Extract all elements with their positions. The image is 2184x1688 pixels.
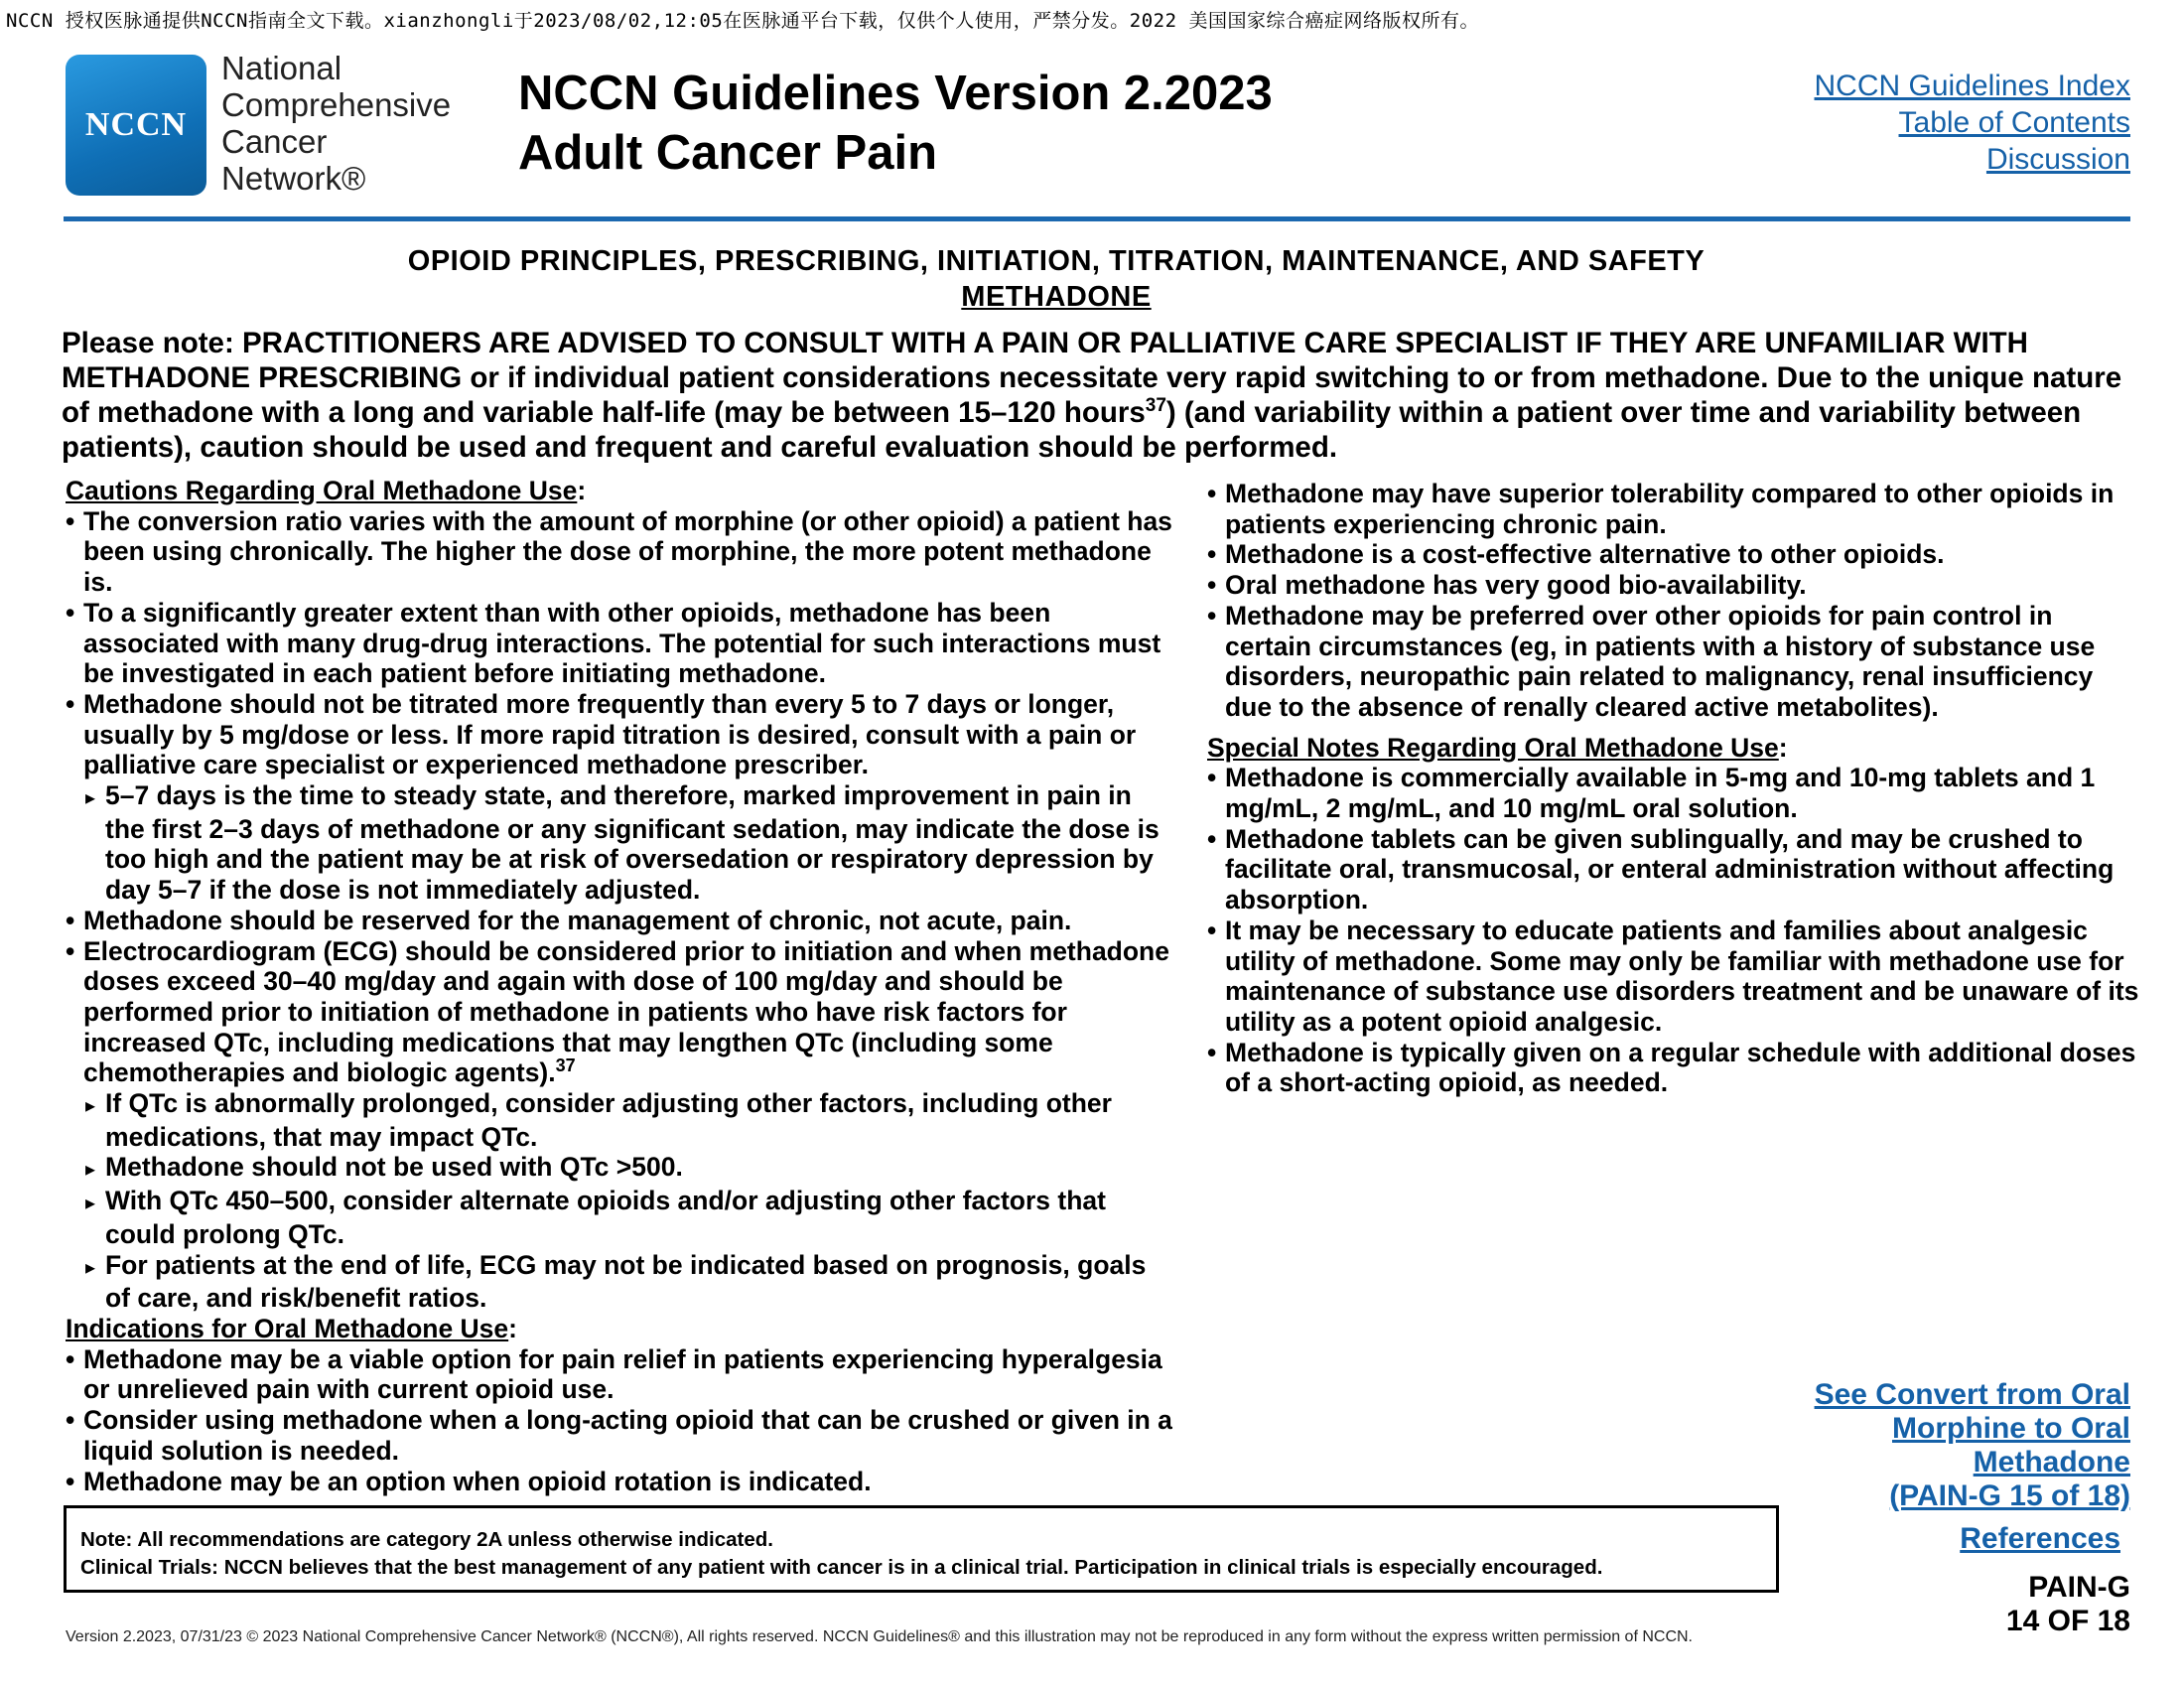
page-number: 14 OF 18 <box>2005 1605 2130 1637</box>
list-item: • It may be necessary to educate patients and families about analgesic utility of methadone. Some may only be familiar with methadone use for maintenance of substance use disorders treatment and be unaware of its utility as a potent opioid analgesic. <box>1207 914 2139 1037</box>
list-item: • Methadone may be an option when opioid rotation is indicated. <box>66 1466 872 1496</box>
indications-heading-wrap: Indications for Oral Methadone Use: <box>66 1313 517 1343</box>
triangle-bullet-icon: ▸ <box>85 1256 96 1279</box>
org-line-1: National <box>221 50 342 86</box>
guideline-topic-title: Adult Cancer Pain <box>518 126 938 180</box>
sub-list-item: ▸ 5–7 days is the time to steady state, and therefore, marked improvement in pain in the first 2–3 days of methadone or any significant sedation, may indicate the dose is too high and the patient may be at risk of oversedation or respiratory depression by day 5–7 if the dose is not immediately adjusted. <box>85 780 1160 906</box>
sub-list-item: ▸ If QTc is abnormally prolonged, consider adjusting other factors, including other medications, that may impact QTc. <box>85 1088 1112 1152</box>
special-notes-heading-wrap: Special Notes Regarding Oral Methadone Use: <box>1207 732 1788 763</box>
list-item: • Oral methadone has very good bio-availability. <box>1207 570 1807 601</box>
convert-methadone-link[interactable]: See Convert from Oral Morphine to Oral Methadone (PAIN-G 15 of 18) <box>1814 1378 2130 1512</box>
watermark-text: NCCN 授权医脉通提供NCCN指南全文下载。xianzhongli于2023/08/02,12:05在医脉通平台下载，仅供个人使用，严禁分发。2022 美国国家综合癌症网络版权所有。 <box>6 10 1480 32</box>
list-item: • Methadone is commercially available in 5-mg and 10-mg tablets and 1 mg/mL, 2 mg/mL, and 10 mg/mL oral solution. <box>1207 763 2096 824</box>
list-item: • Methadone should not be titrated more frequently than every 5 to 7 days or longer, usually by 5 mg/dose or less. If more rapid titration is desired, consult with a pain or palliative care specialist or experienced methadone prescriber. <box>66 688 1137 780</box>
triangle-bullet-icon: ▸ <box>85 1095 96 1118</box>
cautions-heading: Cautions Regarding Oral Methadone Use <box>66 476 578 505</box>
indications-heading: Indications for Oral Methadone Use <box>66 1313 509 1343</box>
list-item: • Methadone may be preferred over other opioids for pain control in certain circumstances (eg, in patients with a history of substance use disorders, neuropathic pain related to malignancy, renal insufficiency due to the absence of renally cleared active metabolites). <box>1207 600 2096 722</box>
copyright-footer: Version 2.2023, 07/31/23 © 2023 National Comprehensive Cancer Network® (NCCN®), All rights reserved. NCCN Guidelines® and this illustration may not be reproduced in any form without the express written permission of NCCN. <box>66 1628 1693 1645</box>
section-subtitle: METHADONE <box>961 281 1152 313</box>
please-note-paragraph <box>62 326 2136 465</box>
triangle-bullet-icon: ▸ <box>85 787 96 810</box>
page-code: PAIN-G <box>2028 1571 2130 1604</box>
please-note-citation: 37 <box>1145 395 1166 417</box>
section-title: OPIOID PRINCIPLES, PRESCRIBING, INITIATION, TITRATION, MAINTENANCE, AND SAFETY <box>407 245 1706 277</box>
organization-name <box>221 50 451 197</box>
table-of-contents-link[interactable]: Table of Contents <box>1898 106 2130 139</box>
sub-list-item: ▸ Methadone should not be used with QTc >500. <box>66 1152 1177 1186</box>
list-item: • Methadone may have superior tolerability compared to other opioids in patients experiencing chronic pain. <box>1207 479 2115 539</box>
guideline-version-title: NCCN Guidelines Version 2.2023 <box>518 67 1273 120</box>
header-divider <box>64 216 2130 221</box>
ecg-citation: 37 <box>555 1055 576 1076</box>
list-item: • Consider using methadone when a long-acting opioid that can be crushed or given in a liquid solution is needed. <box>66 1405 1172 1466</box>
right-column <box>1207 479 2140 1098</box>
header-nav <box>1815 68 2130 178</box>
recommendations-note-box <box>64 1505 1779 1593</box>
please-note-part2: ) (and variability within a patient over time and variability between patients), caution should be used and frequent and careful evaluation should be performed. <box>62 396 2082 464</box>
list-item: • The conversion ratio varies with the amount of morphine (or other opioid) a patient has been using chronically. The higher the dose of morphine, the more potent methadone is. <box>66 505 1172 598</box>
list-item: • Methadone should be reserved for the management of chronic, not acute, pain. <box>66 905 1072 935</box>
org-line-2: Comprehensive <box>221 86 452 123</box>
list-item: • Methadone is typically given on a regular schedule with additional doses of a short-acting opioid, as needed. <box>1207 1037 2136 1098</box>
page-identifier <box>2006 1571 2130 1638</box>
sub-list-item: ▸ For patients at the end of life, ECG may not be indicated based on prognosis, goals of care, and risk/benefit ratios. <box>85 1249 1147 1314</box>
triangle-bullet-icon: ▸ <box>85 1159 96 1182</box>
org-line-4: Network® <box>221 160 366 197</box>
references-link[interactable]: References <box>1960 1522 2120 1555</box>
discussion-link[interactable]: Discussion <box>1985 143 2130 176</box>
list-item: • Electrocardiogram (ECG) should be considered prior to initiation and when methadone doses exceed 30–40 mg/day and again with dose of 100 mg/day and should be performed prior to initiation of methadone in patients who have risk factors for increased QTc, including medications that may lengthen QTc (including some chemotherapies and biologic agents).$^{37}$ <box>66 935 1169 1088</box>
list-item: • To a significantly greater extent than with other opioids, methadone has been associated with many drug-drug interactions. The potential for such interactions must be investigated in each patient before initiating methadone. <box>66 597 1161 689</box>
list-item: • Methadone is a cost-effective alternative to other opioids. <box>1207 539 1945 570</box>
guidelines-index-link[interactable]: NCCN Guidelines Index <box>1814 70 2130 102</box>
sub-list-item: ▸ With QTc 450–500, consider alternate opioids and/or adjusting other factors that could prolong QTc. <box>85 1186 1106 1249</box>
list-item: • Methadone tablets can be given sublingually, and may be crushed to facilitate oral, transmucosal, or enteral administration without affecting absorption. <box>1207 823 2115 915</box>
page-title <box>518 64 1273 183</box>
category-note: Note: All recommendations are category 2A unless otherwise indicated. <box>80 1528 773 1551</box>
cautions-heading-wrap: Cautions Regarding Oral Methadone Use: <box>66 476 587 505</box>
please-note-part1: Please note: PRACTITIONERS ARE ADVISED TO CONSULT WITH A PAIN OR PALLIATIVE CARE SPECIALIST IF THEY ARE UNFAMILIAR WITH METHADONE PRESCRIBING or if individual patient considerations necessitate very rapid switching to or from methadone. Due to the unique nature of methadone with a long and variable half-life (may be between 15–120 hours <box>62 327 2122 429</box>
nccn-logo: NCCN <box>66 55 206 196</box>
clinical-trials-note: Clinical Trials: NCCN believes that the best management of any patient with cancer is in a clinical trial. Participation in clinical trials is especially encouraged. <box>80 1556 1603 1579</box>
org-line-3: Cancer <box>221 123 328 160</box>
special-notes-heading: Special Notes Regarding Oral Methadone Use <box>1207 732 1779 763</box>
left-column <box>66 476 1177 1496</box>
triangle-bullet-icon: ▸ <box>85 1193 96 1215</box>
list-item: • Methadone may be a viable option for pain relief in patients experiencing hyperalgesia or unrelieved pain with current opioid use. <box>66 1343 1162 1405</box>
